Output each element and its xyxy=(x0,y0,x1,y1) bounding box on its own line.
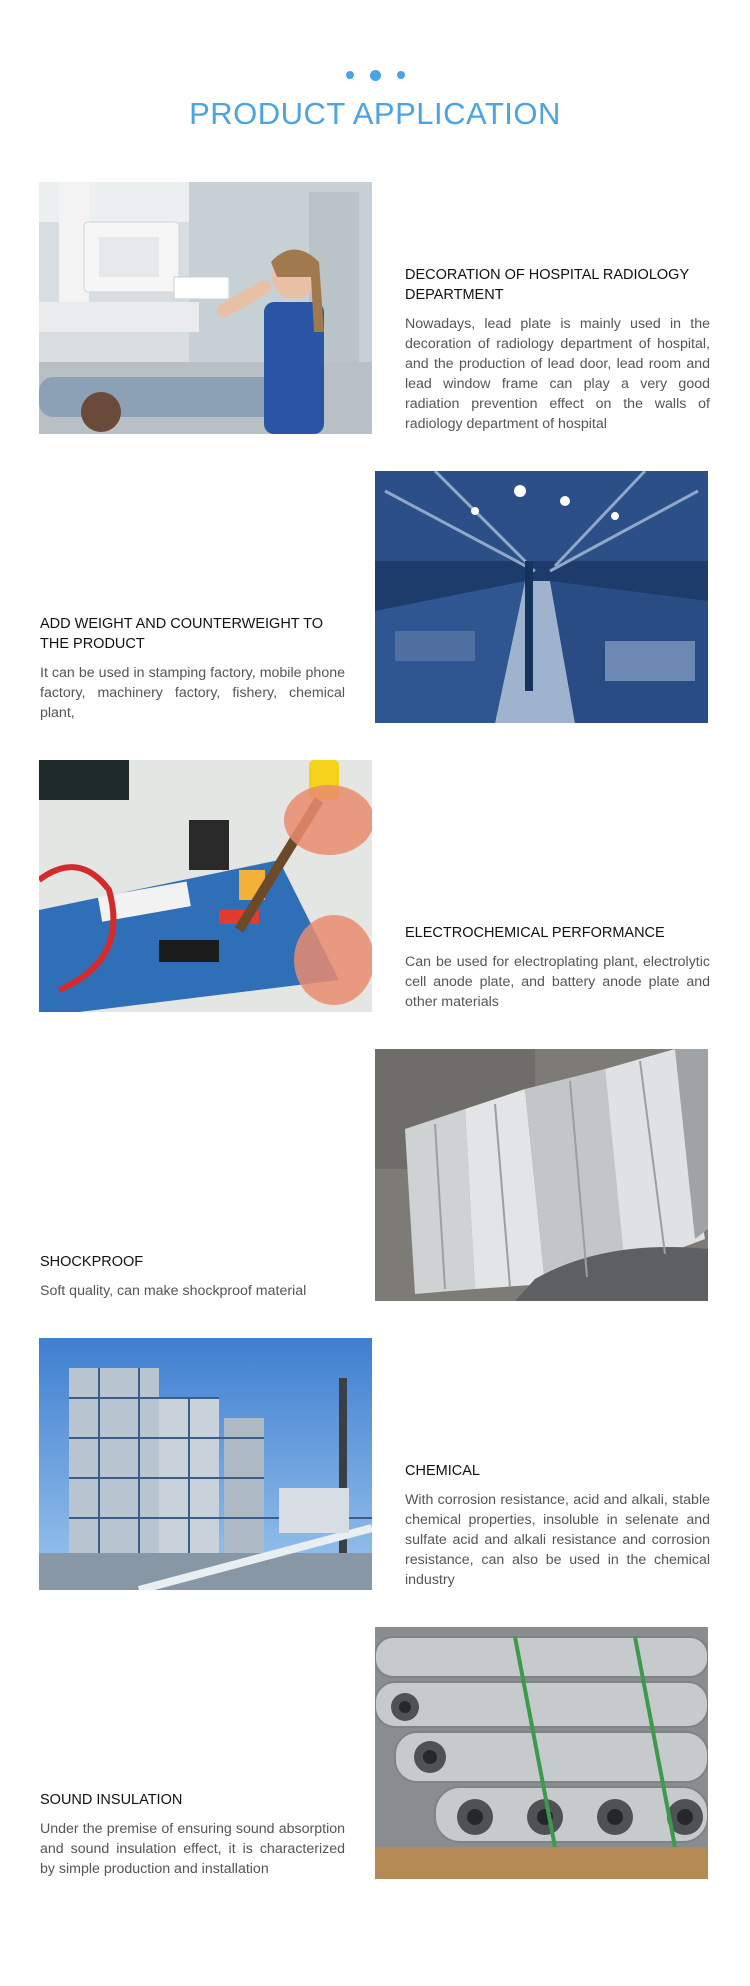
application-row-shockproof xyxy=(39,1049,711,1301)
application-heading: SHOCKPROOF xyxy=(40,1254,144,1270)
dot-icon xyxy=(397,71,405,79)
page-title: PRODUCT APPLICATION xyxy=(189,96,561,131)
circuit-board-soldering-photo xyxy=(39,760,372,1012)
application-heading: CHEMICAL xyxy=(405,1463,480,1479)
application-heading: SOUND INSULATION xyxy=(40,1792,183,1808)
section-header xyxy=(0,68,750,132)
application-heading: ELECTROCHEMICAL PERFORMANCE xyxy=(405,925,665,941)
lead-sheets-photo xyxy=(375,1049,708,1301)
chemical-plant-photo xyxy=(39,1338,372,1590)
application-text xyxy=(40,1252,345,1301)
application-description: Nowadays, lead plate is mainly used in the decoration of radiology department of hospital, and the production of lead door, lead room and lead window frame can play a very good radiation prevention effect on the walls of radiology department of hospital xyxy=(405,316,710,432)
dot-icon xyxy=(370,70,381,81)
application-row-electrochemical xyxy=(39,760,711,1012)
application-description: With corrosion resistance, acid and alkali, stable chemical properties, insoluble in selenate and sulfate acid and alkali resistance and corrosion resistance, can also be used in the chemical industry xyxy=(405,1492,710,1588)
title-dots-decoration xyxy=(0,68,750,82)
lead-rolls-photo xyxy=(375,1627,708,1879)
hospital-radiology-photo xyxy=(39,182,372,434)
application-text xyxy=(405,1461,710,1590)
application-row-hospital xyxy=(39,182,711,434)
application-text xyxy=(40,614,345,723)
factory-hall-photo xyxy=(375,471,708,723)
application-heading: ADD WEIGHT AND COUNTERWEIGHT TO THE PRODUCT xyxy=(40,616,324,652)
application-description: Can be used for electroplating plant, electrolytic cell anode plate, and battery anode plate and other materials xyxy=(405,954,710,1010)
application-heading: DECORATION OF HOSPITAL RADIOLOGY DEPARTMENT xyxy=(405,267,689,303)
application-description: Under the premise of ensuring sound absorption and sound insulation effect, it is characterized by simple production and installation xyxy=(40,1821,345,1877)
application-description: Soft quality, can make shockproof material xyxy=(40,1283,307,1299)
application-description: It can be used in stamping factory, mobile phone factory, machinery factory, fishery, chemical plant, xyxy=(40,665,345,721)
application-text xyxy=(405,923,710,1012)
application-text xyxy=(40,1790,345,1879)
application-row-sound-insulation xyxy=(39,1627,711,1879)
dot-icon xyxy=(346,71,354,79)
application-text xyxy=(405,265,710,434)
application-row-counterweight xyxy=(39,471,711,723)
application-row-chemical xyxy=(39,1338,711,1590)
